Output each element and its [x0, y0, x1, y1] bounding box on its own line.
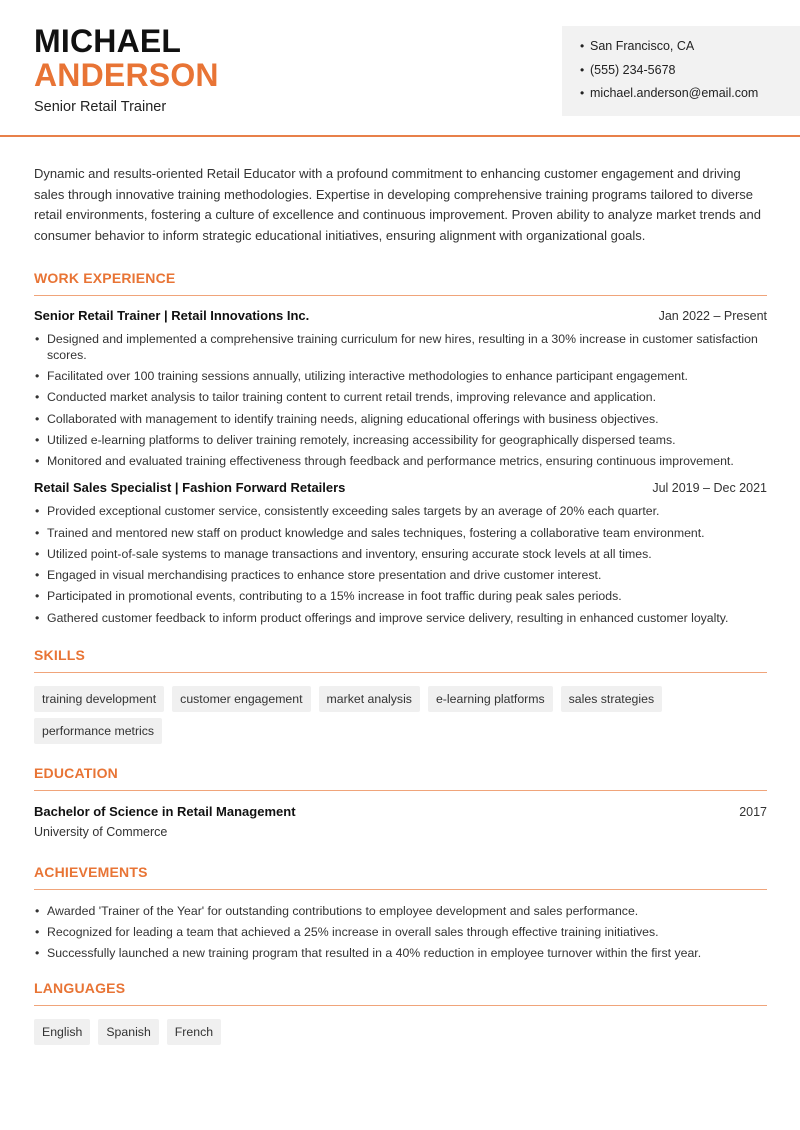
list-item: • Utilized e-learning platforms to deliver training remotely, increasing accessibility for geographically dispersed teams.: [34, 432, 767, 448]
edu-year: 2017: [739, 804, 767, 819]
contact-phone: [580, 62, 800, 86]
list-item: • Trained and mentored new staff on product knowledge and sales techniques, fostering a collaborative team environment.: [34, 525, 767, 541]
skill-tag: performance metrics: [34, 718, 162, 744]
list-item: • Participated in promotional events, contributing to a 15% increase in foot traffic during peak sales periods.: [34, 588, 767, 604]
achievements-section: [34, 864, 767, 962]
contact-box: [562, 26, 800, 116]
list-item: • Monitored and evaluated training effectiveness through feedback and performance metrics, ensuring continuous improvement.: [34, 453, 767, 469]
list-item: • Facilitated over 100 training sessions annually, utilizing interactive methodologies to enhance participant engagement.: [34, 368, 767, 384]
contact-location: [580, 38, 800, 62]
skill-tag: e-learning platforms: [428, 686, 553, 712]
job-dates: Jul 2019 – Dec 2021: [652, 481, 767, 496]
skills-tags: [34, 686, 767, 750]
achievement-bullets: [34, 903, 767, 962]
section-title-education: EDUCATION: [34, 765, 767, 791]
edu-degree: Bachelor of Science in Retail Management: [34, 803, 296, 819]
list-item: • Provided exceptional customer service, consistently exceeding sales targets by an average of 20% each quarter.: [34, 503, 767, 519]
skill-tag: training development: [34, 686, 164, 712]
summary: Dynamic and results-oriented Retail Educator with a profound commitment to enhancing customer engagement and driving sales through innovative training methodologies. Expertise in developing comprehensive training programs tailored to diverse retail environments, fostering a culture of excellence and continuous improvement. Proven ability to analyze market trends and consumer behavior to inform strategic educational initiatives, ensuring alignment with organizational goals.: [34, 166, 761, 244]
list-item: • Gathered customer feedback to inform product offerings and improve service delivery, resulting in enhanced customer loyalty.: [34, 610, 767, 626]
education-section: [34, 765, 767, 839]
list-item: • Conducted market analysis to tailor training content to current retail trends, improving relevance and application.: [34, 389, 767, 405]
first-name: MICHAEL: [34, 23, 182, 59]
skill-tag: market analysis: [319, 686, 420, 712]
resume-header: [0, 0, 800, 137]
section-title-work: WORK EXPERIENCE: [34, 270, 767, 296]
skills-section: [34, 647, 767, 750]
bullet-icon: •: [580, 86, 585, 100]
list-item: • Designed and implemented a comprehensive training curriculum for new hires, resulting in a 30% increase in customer satisfaction scores.: [34, 331, 767, 363]
language-tag: English: [34, 1019, 90, 1045]
bullet-icon: •: [580, 62, 585, 77]
list-item: • Awarded 'Trainer of the Year' for outstanding contributions to employee development and sales performance.: [34, 903, 767, 919]
job-role: Retail Sales Specialist | Fashion Forward Retailers: [34, 480, 346, 496]
list-item: • Recognized for leading a team that achieved a 25% increase in overall sales through effective training initiatives.: [34, 924, 767, 940]
job-role: Senior Retail Trainer | Retail Innovations Inc.: [34, 307, 310, 323]
edu-school: University of Commerce: [34, 824, 168, 839]
last-name: ANDERSON: [34, 57, 219, 93]
language-tags: [34, 1019, 767, 1051]
language-tag: Spanish: [98, 1019, 158, 1045]
languages-section: [34, 980, 767, 1051]
list-item: • Utilized point-of-sale systems to manage transactions and inventory, ensuring accurate stock levels at all times.: [34, 546, 767, 562]
work-section: [34, 270, 767, 626]
language-tag: French: [167, 1019, 221, 1045]
job-bullets: [34, 331, 767, 469]
job-entry: [34, 480, 767, 625]
skill-tag: customer engagement: [172, 686, 310, 712]
list-item: • Successfully launched a new training program that resulted in a 40% reduction in employee turnover within the first year.: [34, 945, 767, 961]
resume-content: [34, 164, 767, 1051]
contact-location-text: San Francisco, CA: [590, 39, 695, 53]
job-entry: [34, 308, 767, 469]
list-item: • Collaborated with management to identify training needs, aligning educational offerings with business objectives.: [34, 411, 767, 427]
skill-tag: sales strategies: [561, 686, 662, 712]
contact-email-text: michael.anderson@email.com: [590, 86, 759, 100]
bullet-icon: •: [580, 39, 585, 53]
section-title-languages: LANGUAGES: [34, 980, 767, 1006]
job-dates: Jan 2022 – Present: [658, 308, 767, 323]
section-title-achievements: ACHIEVEMENTS: [34, 864, 767, 890]
section-title-skills: SKILLS: [34, 647, 767, 673]
job-bullets: [34, 503, 767, 625]
contact-email: [580, 85, 800, 109]
list-item: • Engaged in visual merchandising practices to enhance store presentation and drive customer interest.: [34, 567, 767, 583]
job-title: Senior Retail Trainer: [34, 99, 167, 115]
contact-phone-text: (555) 234-5678: [590, 62, 676, 77]
